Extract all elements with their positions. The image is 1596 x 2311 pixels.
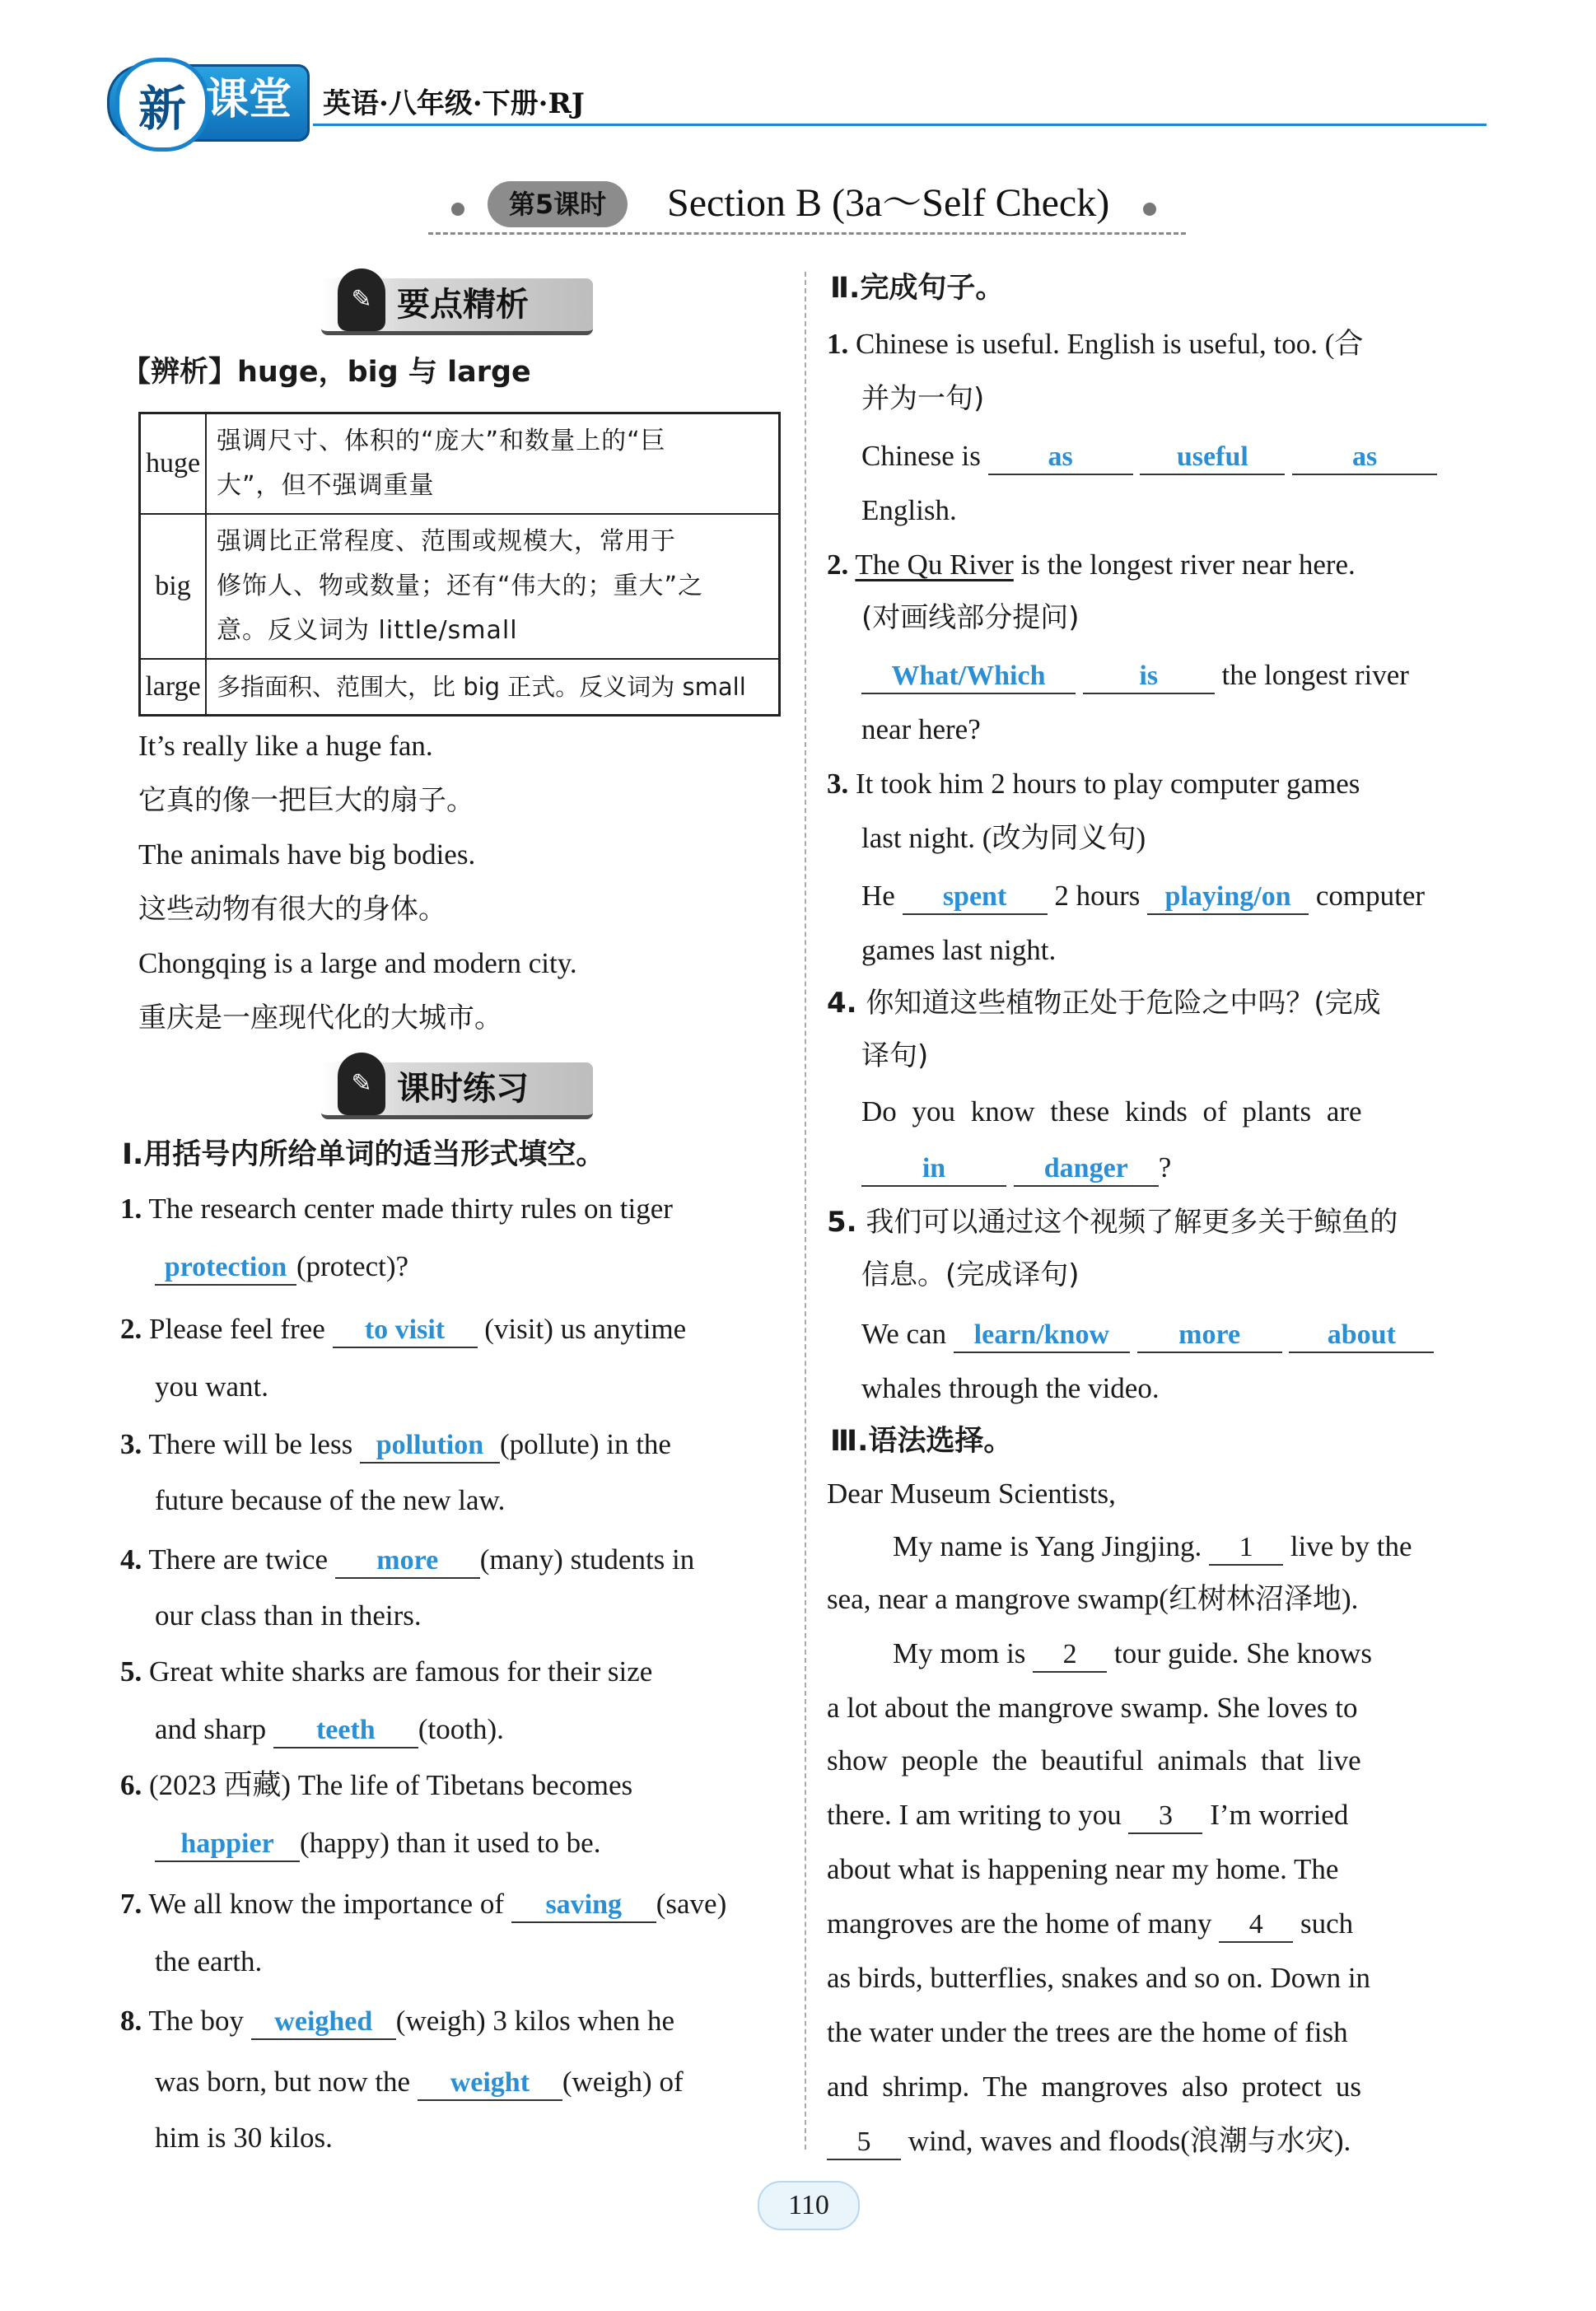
letter-text: the water under the trees are the home of fish [827, 2016, 1348, 2048]
part1-title: Ⅰ.用括号内所给单词的适当形式填空。 [122, 1138, 605, 1171]
question-text: 信息。(完成译句) [861, 1258, 1080, 1291]
answer-blank: more [335, 1544, 480, 1579]
question-text: Chinese is useful. English is useful, too. (合 [856, 328, 1364, 360]
letter-text: My name is Yang Jingjing. [893, 1530, 1202, 1562]
table-word: large [140, 659, 207, 716]
question-text: 译句) [861, 1039, 929, 1072]
section-title: Section B (3a～Self Check) [667, 181, 1110, 225]
example-en: The animals have big bodies. [138, 838, 476, 871]
answer-blank: learn/know [954, 1319, 1130, 1353]
question-text: Do you know these kinds of plants are [861, 1095, 1362, 1127]
letter-text: I’m worried [1210, 1799, 1349, 1831]
answer-blank: playing/on [1147, 880, 1309, 915]
part2-question-5 [827, 1202, 1398, 1242]
question-8 [120, 2001, 674, 2041]
example-en: Chongqing is a large and modern city. [138, 947, 577, 979]
question-6-line2 [155, 1823, 600, 1863]
answer-blank: to visit [333, 1314, 478, 1348]
answer-blank: teeth [273, 1714, 418, 1748]
part2-title: Ⅱ.完成句子。 [830, 272, 1005, 305]
definition-line: 强调比正常程度、范围或规模大，常用于 [217, 527, 676, 556]
header-rule [313, 124, 1486, 126]
column-divider [805, 272, 806, 2150]
answer-blank: in [861, 1152, 1006, 1187]
question-8-line2 [155, 2062, 684, 2102]
example-zh: 重庆是一座现代化的大城市。 [138, 1001, 502, 1034]
question-text: and sharp [155, 1713, 267, 1745]
question-number: 2. [120, 1313, 142, 1345]
letter-text: mangroves are the home of many [827, 1907, 1212, 1940]
question-1-line2 [155, 1247, 408, 1286]
lesson-badge: 第5课时 [488, 181, 628, 227]
letter-text: as birds, butterflies, snakes and so on. Down in [827, 1962, 1371, 1994]
letter-text: show people the beautiful animals that live [827, 1744, 1361, 1776]
question-number: 6. [120, 1769, 142, 1801]
answer-blank: as [988, 441, 1133, 475]
definition-line: 大”，但不强调重量 [217, 471, 435, 500]
letter-text: there. I am writing to you [827, 1799, 1122, 1831]
question-text: computer [1315, 880, 1426, 912]
question-text: him is 30 kilos. [155, 2122, 333, 2154]
question-text: future because of the new law. [155, 1484, 506, 1516]
table-definition [206, 514, 780, 659]
question-text: is the longest river near here. [1020, 549, 1356, 581]
table-row [140, 514, 780, 659]
answer-blank: What/Which [861, 660, 1076, 694]
part2-question-1 [827, 324, 1363, 364]
question-text: Please feel free [149, 1313, 325, 1345]
question-7 [120, 1884, 726, 1924]
question-text: (happy) than it used to be. [300, 1827, 601, 1859]
question-5-line2 [155, 1710, 504, 1749]
table-definition [206, 659, 780, 716]
letter-line [893, 1527, 1412, 1566]
answer-blank: weight [418, 2066, 562, 2101]
question-text: (protect)? [296, 1250, 409, 1282]
definition-line: 多指面积、范围大，比 big 正式。反义词为 small [217, 673, 746, 701]
section-rule [428, 232, 1186, 235]
answer-blank: saving [511, 1888, 656, 1923]
question-text: (tooth). [418, 1713, 504, 1745]
question-text: He [861, 880, 895, 912]
question-text: our class than in theirs. [155, 1599, 422, 1632]
part2-question-4-line4 [861, 1148, 1171, 1188]
question-text: It took him 2 hours to play computer games [856, 768, 1360, 800]
example-zh: 这些动物有很大的身体。 [138, 893, 446, 926]
cloze-blank: 1 [1209, 1531, 1283, 1566]
question-text: (对画线部分提问) [861, 601, 1080, 634]
underlined-phrase: The Qu River [855, 549, 1014, 581]
cloze-blank: 2 [1033, 1638, 1107, 1673]
pen-icon: ✎ [338, 268, 385, 331]
question-2 [120, 1310, 686, 1349]
question-number: 7. [120, 1888, 142, 1920]
brand-logo-char: 新 [138, 81, 186, 137]
question-text: (many) students in [479, 1543, 695, 1576]
answer-blank: more [1137, 1319, 1282, 1353]
question-3 [120, 1425, 671, 1464]
question-text: games last night. [861, 934, 1057, 966]
part2-question-3 [827, 764, 1360, 804]
cloze-blank: 5 [827, 2126, 901, 2160]
question-number: 5. [120, 1655, 142, 1688]
letter-text: and shrimp. The mangroves also protect us [827, 2071, 1362, 2103]
letter-line [893, 1634, 1372, 1674]
question-text: near here? [861, 713, 981, 745]
question-text: English. [861, 494, 957, 526]
question-4 [120, 1540, 694, 1580]
brand-logo-text: 课堂 [206, 75, 292, 124]
answer-blank: spent [903, 880, 1048, 915]
question-text: There will be less [148, 1428, 353, 1460]
example-en: It’s really like a huge fan. [138, 730, 433, 762]
question-text: the earth. [155, 1945, 263, 1977]
answer-blank: protection [155, 1251, 296, 1286]
question-number: 3. [120, 1428, 142, 1460]
dot-icon [451, 203, 464, 216]
part2-question-2 [827, 545, 1356, 585]
question-number: 4. [120, 1543, 142, 1576]
definition-table [138, 412, 781, 717]
letter-text: My mom is [893, 1637, 1026, 1669]
letter-text: such [1300, 1907, 1354, 1940]
question-6 [120, 1766, 632, 1805]
answer-blank: danger [1014, 1152, 1159, 1187]
answer-blank: as [1292, 441, 1437, 475]
table-row [140, 413, 780, 515]
question-number: 5. [827, 1206, 857, 1239]
answer-blank: is [1083, 660, 1215, 694]
answer-blank: weighed [251, 2005, 396, 2040]
question-number: 1. [827, 328, 849, 360]
letter-line [827, 1904, 1353, 1944]
part2-question-3-line3 [861, 876, 1425, 916]
table-row [140, 659, 780, 716]
question-number: 1. [120, 1193, 142, 1225]
book-subtitle: 英语·八年级·下册·RJ [323, 87, 585, 120]
question-number: 2. [827, 549, 849, 581]
question-text: There are twice [148, 1543, 328, 1576]
question-text: 2 hours [1054, 880, 1141, 912]
brand-logo-circle [115, 58, 209, 152]
cloze-blank: 3 [1128, 1800, 1202, 1834]
compare-label: 【辨析】huge，big 与 large [122, 356, 531, 389]
question-text: The research center made thirty rules on tiger [148, 1193, 673, 1225]
question-text: (weigh) 3 kilos when he [395, 2005, 675, 2037]
question-5 [120, 1652, 652, 1692]
question-text: We can [861, 1318, 947, 1350]
part2-question-2-line3 [861, 656, 1409, 695]
letter-greeting: Dear Museum Scientists, [827, 1478, 1116, 1510]
answer-blank: happier [155, 1828, 300, 1862]
question-text: We all know the importance of [148, 1888, 504, 1920]
question-text: ? [1158, 1151, 1172, 1184]
question-number: 3. [827, 768, 849, 800]
part2-question-1-line3 [861, 437, 1437, 476]
letter-line [827, 1795, 1348, 1835]
definition-line: 强调尺寸、体积的“庞大”和数量上的“巨 [217, 427, 666, 455]
page-number: 110 [758, 2181, 860, 2230]
definition-line: 意。反义词为 little/small [217, 616, 518, 645]
example-zh: 它真的像一把巨大的扇子。 [138, 784, 474, 817]
letter-text: sea, near a mangrove swamp(红树林沼泽地). [827, 1583, 1359, 1615]
question-text: Great white sharks are famous for their size [149, 1655, 653, 1688]
practice-title: 课时练习 [397, 1070, 529, 1108]
question-text: (weigh) of [562, 2066, 684, 2098]
question-text: the longest river [1221, 659, 1409, 691]
letter-text: a lot about the mangrove swamp. She loves to [827, 1692, 1358, 1724]
pen-icon: ✎ [338, 1053, 385, 1115]
answer-blank: pollution [360, 1429, 500, 1464]
dot-icon [1143, 203, 1156, 216]
question-text: (2023 西藏) The life of Tibetans becomes [149, 1769, 633, 1801]
answer-blank: useful [1140, 441, 1285, 475]
letter-line [827, 2122, 1351, 2161]
question-text: Chinese is [861, 440, 981, 472]
letter-text: wind, waves and floods(浪潮与水灾). [908, 2125, 1351, 2157]
definition-line: 修饰人、物或数量；还有“伟大的；重大”之 [217, 572, 704, 600]
letter-text: about what is happening near my home. The [827, 1853, 1339, 1885]
letter-text: tour guide. She knows [1113, 1637, 1372, 1669]
question-text: (save) [656, 1888, 727, 1920]
question-text: whales through the video. [861, 1372, 1160, 1404]
part3-title: Ⅲ.语法选择。 [830, 1425, 1013, 1458]
question-text: 并为一句) [861, 382, 985, 415]
question-text: 你知道这些植物正处于危险之中吗？(完成 [866, 987, 1381, 1020]
question-text: (visit) us anytime [484, 1313, 687, 1345]
key-points-title: 要点精析 [397, 286, 529, 324]
part2-question-4 [827, 983, 1381, 1023]
answer-blank: about [1289, 1319, 1434, 1353]
question-text: (pollute) in the [499, 1428, 671, 1460]
question-text: last night. (改为同义句) [861, 822, 1146, 854]
cloze-blank: 4 [1219, 1908, 1293, 1943]
question-text: you want. [155, 1370, 269, 1403]
part2-question-5-line3 [861, 1314, 1434, 1354]
question-1 [120, 1189, 673, 1229]
table-word: big [140, 514, 207, 659]
letter-text: live by the [1290, 1530, 1412, 1562]
question-number: 8. [120, 2005, 142, 2037]
question-text: The boy [148, 2005, 245, 2037]
table-definition [206, 413, 780, 515]
question-number: 4. [827, 987, 857, 1020]
table-word: huge [140, 413, 207, 515]
question-text: was born, but now the [155, 2066, 411, 2098]
question-text: 我们可以通过这个视频了解更多关于鲸鱼的 [866, 1206, 1398, 1239]
